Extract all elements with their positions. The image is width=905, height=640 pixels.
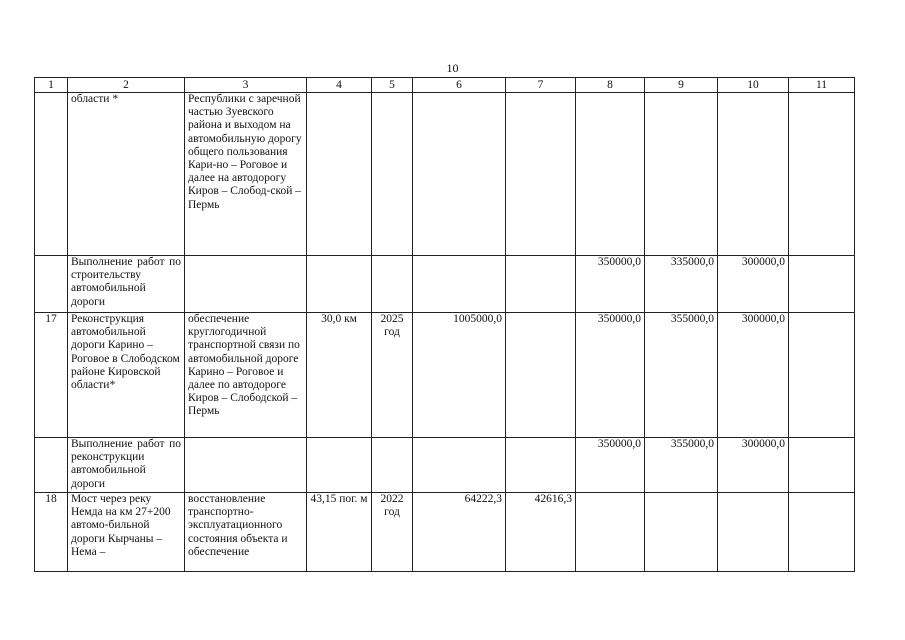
column-header: 3 [185, 78, 307, 93]
column-header: 4 [307, 78, 372, 93]
object-name: Реконструкция автомобильной дороги Карино – Роговое в Слободском районе Кировской области* [68, 313, 185, 438]
column-header: 11 [789, 78, 855, 93]
column-11-cell [789, 313, 855, 438]
column-header: 10 [718, 78, 789, 93]
table-row [35, 438, 855, 493]
column-header: 5 [372, 78, 413, 93]
capacity [307, 438, 372, 493]
year2-amount: 335000,0 [645, 256, 718, 313]
column-11-cell [789, 256, 855, 313]
completion-year: 2022 год [372, 493, 413, 572]
capacity [307, 93, 372, 256]
column-header: 7 [506, 78, 576, 93]
table-row [35, 313, 855, 438]
spent-amount [506, 313, 576, 438]
total-cost [413, 438, 506, 493]
column-header: 6 [413, 78, 506, 93]
row-number [35, 256, 68, 313]
year3-amount: 300000,0 [718, 313, 789, 438]
table-row [35, 493, 855, 572]
object-name: области * [68, 93, 185, 256]
column-11-cell [789, 93, 855, 256]
table-row [35, 93, 855, 256]
year3-amount [718, 493, 789, 572]
row-number [35, 93, 68, 256]
column-number-row [35, 78, 855, 93]
object-name: Выполнение работ по строительству автомобильной дороги [68, 256, 185, 313]
table-row [35, 256, 855, 313]
spent-amount [506, 256, 576, 313]
column-header: 9 [645, 78, 718, 93]
object-purpose [185, 438, 307, 493]
capacity [307, 256, 372, 313]
column-header: 8 [576, 78, 645, 93]
year2-amount: 355000,0 [645, 438, 718, 493]
capacity: 30,0 км [307, 313, 372, 438]
row-number: 17 [35, 313, 68, 438]
year1-amount [576, 93, 645, 256]
row-number [35, 438, 68, 493]
year2-amount [645, 93, 718, 256]
year2-amount [645, 493, 718, 572]
column-header: 2 [68, 78, 185, 93]
year2-amount: 355000,0 [645, 313, 718, 438]
spent-amount: 42616,3 [506, 493, 576, 572]
year1-amount: 350000,0 [576, 313, 645, 438]
completion-year [372, 256, 413, 313]
object-purpose: Республики с заречной частью Зуевского района и выходом на автомобильную дорогу общего пользования Кари-но – Роговое и далее на автодорогу Киров – Слобод-ской – Пермь [185, 93, 307, 256]
object-name: Мост через реку Немда на км 27+200 автомо-бильной дороги Кырчаны – Нема – [68, 493, 185, 572]
year3-amount [718, 93, 789, 256]
total-cost [413, 256, 506, 313]
year1-amount: 350000,0 [576, 438, 645, 493]
object-purpose: восстановление транспортно-эксплуатационного состояния объекта и обеспечение [185, 493, 307, 572]
year3-amount: 300000,0 [718, 256, 789, 313]
object-purpose: обеспечение круглогодичной транспортной связи по автомобильной дороге Карино – Роговое и далее по автодороге Киров – Слободской – Пермь [185, 313, 307, 438]
object-name: Выполнение работ по реконструкции автомобильной дороги [68, 438, 185, 493]
column-11-cell [789, 438, 855, 493]
document-table [34, 77, 855, 572]
row-number: 18 [35, 493, 68, 572]
year1-amount: 350000,0 [576, 256, 645, 313]
capacity: 43,15 пог. м [307, 493, 372, 572]
total-cost: 1005000,0 [413, 313, 506, 438]
object-purpose [185, 256, 307, 313]
total-cost: 64222,3 [413, 493, 506, 572]
year3-amount: 300000,0 [718, 438, 789, 493]
year1-amount [576, 493, 645, 572]
column-11-cell [789, 493, 855, 572]
spent-amount [506, 438, 576, 493]
completion-year [372, 93, 413, 256]
page-number: 10 [446, 61, 459, 75]
column-header: 1 [35, 78, 68, 93]
completion-year [372, 438, 413, 493]
total-cost [413, 93, 506, 256]
completion-year: 2025 год [372, 313, 413, 438]
spent-amount [506, 93, 576, 256]
